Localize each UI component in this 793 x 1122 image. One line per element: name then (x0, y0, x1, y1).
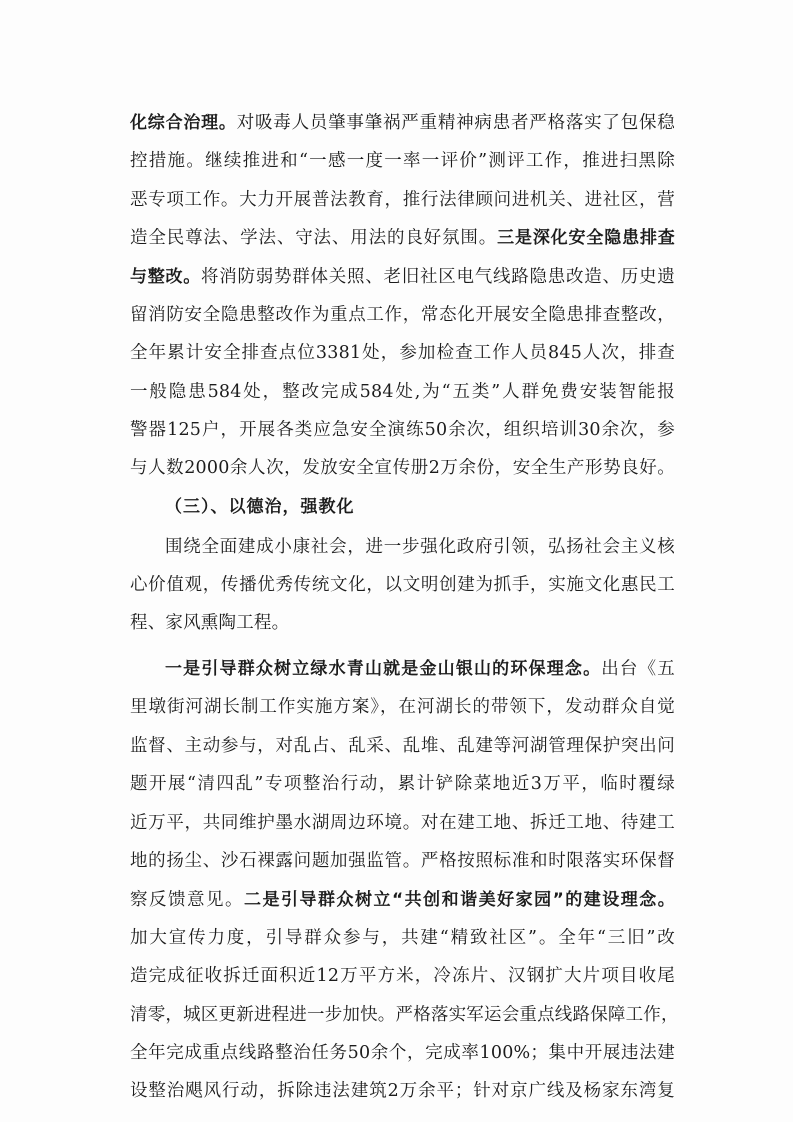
text-line: 加大宣传力度，引导群众参与，共建“精致社区”。全年“三旧”改 (130, 928, 675, 948)
text-line: 设整治飓风行动，拆除违法建筑2万余平；针对京广线及杨家东湾复 (130, 1081, 675, 1101)
text-line: 里墩街河湖长制工作实施方案》，在河湖长的带领下，发动群众自觉 (130, 697, 675, 717)
text-line: 控措施。继续推进和“一感一度一率一评价”测评工作，推进扫黑除 (130, 151, 675, 171)
text-line: 题开展“清四乱”专项整治行动，累计铲除菜地近3万平，临时覆绿 (130, 774, 675, 794)
text-line: 与整改。将消防弱势群体关照、老旧社区电气线路隐患改造、历史遗 (130, 267, 675, 287)
text-line: 全年完成重点线路整治任务50余个，完成率100%；集中开展违法建 (130, 1043, 675, 1063)
text-line: 留消防安全隐患整改作为重点工作，常态化开展安全隐患排查整改， (130, 305, 675, 325)
text-line: 察反馈意见。二是引导群众树立“共创和谐美好家园”的建设理念。 (130, 890, 675, 910)
text-line: 化综合治理。对吸毒人员肇事肇祸严重精神病患者严格落实了包保稳 (130, 113, 675, 133)
section-heading: （三）、以德治，强教化 (165, 497, 355, 517)
text-line: 心价值观，传播优秀传统文化，以文明创建为抓手，实施文化惠民工 (130, 575, 675, 595)
bold-phrase: 化综合治理。 (130, 113, 237, 133)
bold-phrase: 二是引导群众树立“共创和谐美好家园”的建设理念。 (244, 890, 675, 910)
text-line: 造完成征收拆迁面积近12万平方米，冷冻片、汉钢扩大片项目收尾 (130, 966, 675, 986)
text-line: 警器125户，开展各类应急安全演练50余次，组织培训30余次，参 (130, 420, 675, 440)
text-line: 近万平，共同维护墨水湖周边环境。对在建工地、拆迁工地、待建工 (130, 813, 675, 833)
text-line: 造全民尊法、学法、守法、用法的良好氛围。三是深化安全隐患排查 (130, 228, 676, 248)
text-line: 监督、主动参与，对乱占、乱采、乱堆、乱建等河湖管理保护突出问 (130, 736, 675, 756)
text-line: 一是引导群众树立绿水青山就是金山银山的环保理念。出台《五 (165, 659, 675, 679)
text-line: 围绕全面建成小康社会，进一步强化政府引领，弘扬社会主义核 (165, 537, 675, 557)
text-line: 全年累计安全排查点位3381处，参加检查工作人员845人次，排查 (130, 343, 675, 363)
text-line: 地的扬尘、沙石裸露问题加强监管。严格按照标准和时限落实环保督 (130, 851, 675, 871)
text-line: 程、家风熏陶工程。 (130, 613, 290, 633)
text-line: 清零，城区更新进程进一步加快。严格落实军运会重点线路保障工作， (130, 1005, 679, 1025)
bold-phrase: 三是深化安全隐患排查 (497, 228, 676, 248)
bold-phrase: 一是引导群众树立绿水青山就是金山银山的环保理念。 (165, 659, 602, 679)
text-line: 与人数2000余人次，发放安全宣传册2万余份，安全生产形势良好。 (130, 458, 675, 478)
text-line: 一般隐患584处，整改完成584处,为“五类”人群免费安装智能报 (130, 382, 675, 402)
bold-phrase: 与整改。 (130, 267, 202, 287)
text-line: 恶专项工作。大力开展普法教育，推行法律顾问进机关、进社区，营 (130, 190, 675, 210)
